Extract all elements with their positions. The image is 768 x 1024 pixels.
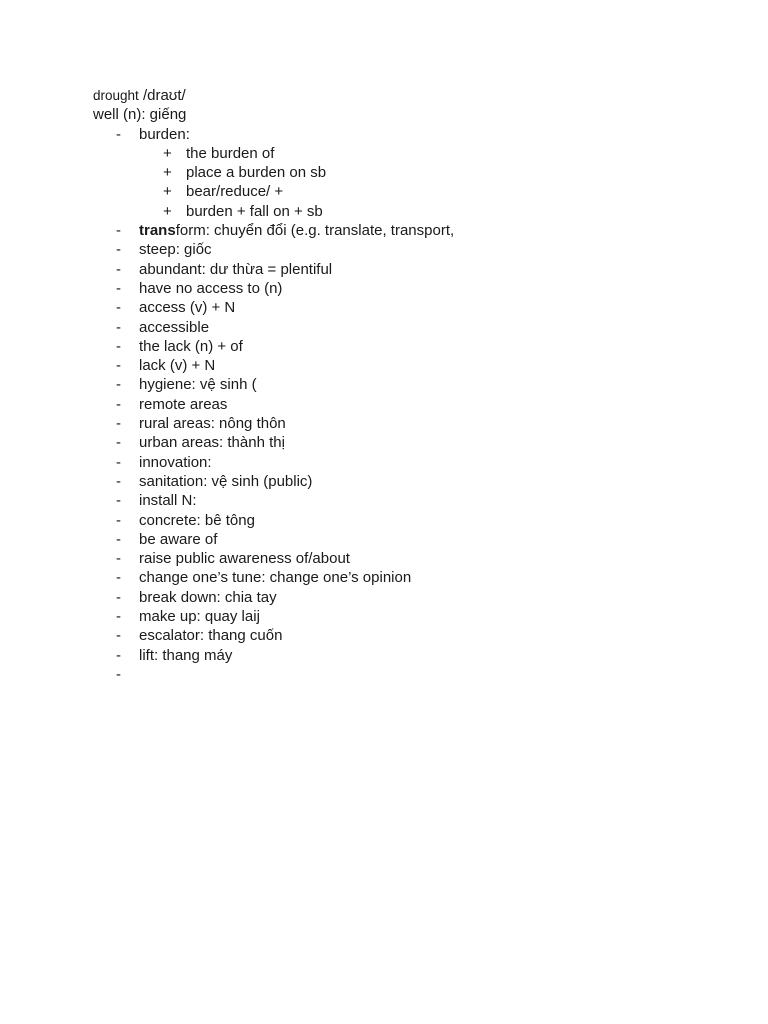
sub-list-item [93, 202, 693, 221]
list-item-text: lift: thang máy [139, 646, 233, 664]
bullet-dash: - [116, 492, 121, 510]
bullet-dash: - [116, 415, 121, 433]
bullet-plus: + [163, 164, 172, 182]
bullet-dash: - [116, 627, 121, 645]
bullet-plus: + [163, 144, 172, 162]
bullet-dash: - [116, 608, 121, 626]
list-item [93, 279, 693, 298]
list-item-text: sanitation: vệ sinh (public) [139, 472, 313, 490]
list-item-text: abundant: dư thừa = plentiful [139, 260, 333, 278]
bullet-dash: - [116, 395, 121, 413]
list-item-text: have no access to (n) [139, 279, 283, 297]
list-item [93, 472, 693, 491]
bullet-dash: - [116, 222, 121, 240]
bullet-dash: - [116, 318, 121, 336]
list-item [93, 414, 693, 433]
sub-list-item-text: burden + fall on + sb [186, 202, 323, 220]
bullet-dash: - [116, 569, 121, 587]
bullet-dash: - [116, 511, 121, 529]
list-item-text: rural areas: nông thôn [139, 415, 286, 433]
list-item [93, 491, 693, 510]
bullet-dash: - [116, 588, 121, 606]
list-item [93, 298, 693, 317]
bullet-dash: - [116, 530, 121, 548]
list-item-text: innovation: [139, 453, 212, 471]
list-item [93, 260, 693, 279]
list-item-text: raise public awareness of/about [139, 550, 350, 568]
bullet-dash: - [116, 550, 121, 568]
document-body [93, 86, 693, 684]
bullet-dash: - [116, 337, 121, 355]
list-item [93, 588, 693, 607]
list-item [93, 511, 693, 530]
bullet-dash: - [116, 665, 121, 683]
list-item-text: burden: [139, 125, 190, 143]
list-item [93, 375, 693, 394]
well-line [93, 105, 693, 124]
list-item-transform [93, 221, 693, 240]
sub-list-item-text: the burden of [186, 144, 275, 162]
list-item-text: concrete: bê tông [139, 511, 255, 529]
heading-line [93, 86, 693, 105]
list-item-text: be aware of [139, 530, 218, 548]
bullet-dash: - [116, 376, 121, 394]
bullet-dash: - [116, 125, 121, 143]
list-item-text: access (v) + N [139, 299, 236, 317]
well-text: well (n): giếng [93, 106, 187, 124]
bullet-dash: - [116, 434, 121, 452]
list-item-text: break down: chia tay [139, 588, 277, 606]
bullet-plus: + [163, 202, 172, 220]
list-item [93, 240, 693, 259]
bullet-dash: - [116, 472, 121, 490]
list-item-text: hygiene: vệ sinh ( [139, 376, 257, 394]
sub-list-item [93, 182, 693, 201]
bold-prefix: trans [139, 222, 176, 240]
list-item [93, 395, 693, 414]
list-item [93, 318, 693, 337]
bullet-dash: - [116, 646, 121, 664]
bullet-plus: + [163, 183, 172, 201]
list-item-text [139, 221, 454, 240]
list-item [93, 530, 693, 549]
list-item [93, 568, 693, 587]
list-item [93, 626, 693, 645]
list-item-text: the lack (n) + of [139, 337, 243, 355]
list-item [93, 433, 693, 452]
sub-list-item-text: place a burden on sb [186, 164, 327, 182]
transform-rest: form: chuyển đổi (e.g. translate, transport, [175, 222, 455, 240]
list-item [93, 607, 693, 626]
list-item [93, 453, 693, 472]
bullet-dash: - [116, 357, 121, 375]
bullet-dash: - [116, 241, 121, 259]
sub-list-item [93, 144, 693, 163]
list-item-text: urban areas: thành thị [139, 434, 285, 452]
bullet-dash: - [116, 279, 121, 297]
list-item-empty [93, 665, 693, 684]
list-item-text: make up: quay laij [139, 608, 260, 626]
list-item [93, 337, 693, 356]
list-item-burden [93, 125, 693, 144]
list-item [93, 549, 693, 568]
list-item [93, 646, 693, 665]
list-item [93, 356, 693, 375]
list-item-text: change one’s tune: change one’s opinion [139, 569, 412, 587]
list-item-text: steep: giốc [139, 241, 212, 259]
list-item-text: accessible [139, 318, 210, 336]
bullet-dash: - [116, 260, 121, 278]
list-item-text: install N: [139, 492, 197, 510]
list-item-text: lack (v) + N [139, 357, 216, 375]
list-item-text: remote areas [139, 395, 228, 413]
heading-pronunciation: /draʊt/ [138, 87, 186, 104]
heading-word: drought [93, 88, 139, 103]
list-item-text: escalator: thang cuốn [139, 627, 283, 645]
sub-list-item-text: bear/reduce/ + [186, 183, 284, 201]
sub-list-item [93, 163, 693, 182]
bullet-dash: - [116, 299, 121, 317]
bullet-dash: - [116, 453, 121, 471]
